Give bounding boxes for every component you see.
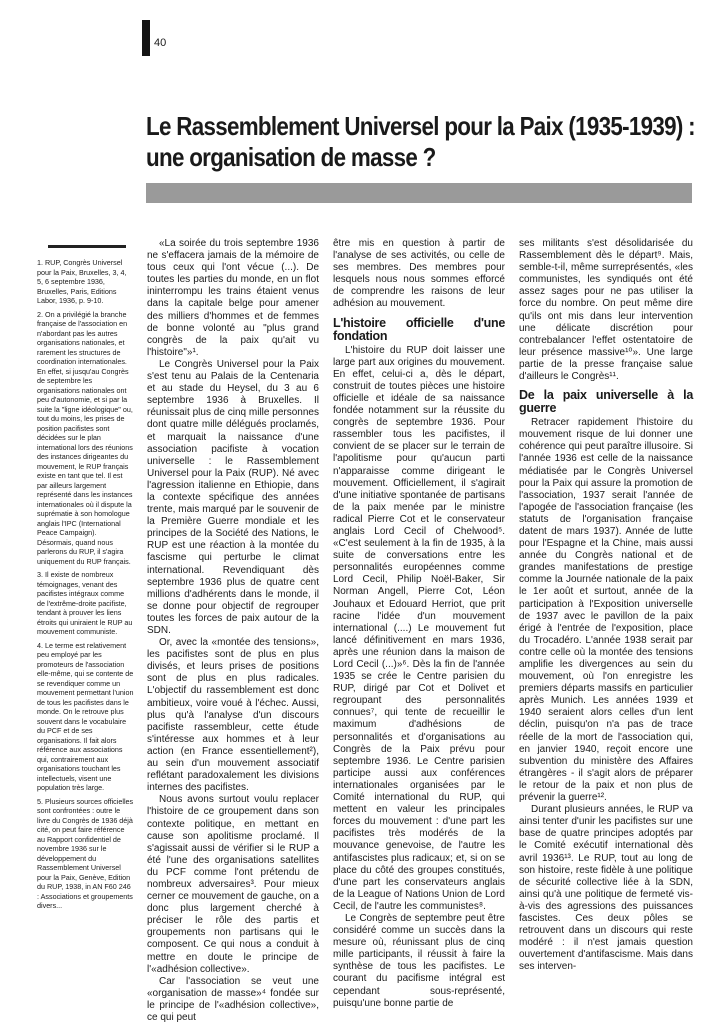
title-band bbox=[146, 183, 692, 203]
paragraph: Or, avec la «montée des tensions», les pacifistes sont de plus en plus divisés, et leurs prises de positions sont de plus en plus radicales. L'objectif du rassemblement est donc ambitieux, voire voué à l'échec. Aussi, plus qu'à l'analyse d'un discours pacifiste rassembleur, cette étude s'intéresse aux hommes et à leur action (en France essentiellement²), au sein d'un mouvement associatif reflétant paradoxalement les divisions internes des pacifistes. bbox=[147, 637, 319, 794]
footnote-rule bbox=[48, 245, 126, 248]
footnote: 3. Il existe de nombreux témoignages, venant des pacifistes intégraux comme de l'extrême-droite pacifiste, tendant à prouver les liens étroits qui uniraient le RUP au mouvement communiste. bbox=[37, 570, 133, 636]
paragraph: L'histoire du RUP doit laisser une large part aux origines du mouvement. En effet, celui-ci a, dès le départ, construit de toutes pièces une histoire officielle et idéale de sa naissance fondée notamment sur la réussite du congrès de septembre 1936. Pour rassembler tous les pacifistes, il convient de se placer sur le terrain de l'apolitisme pour qu'aucun parti n'apparaisse comme dirigeant le mouvement. Officiellement, il s'agirait d'une initiative spontanée de partisans de la paix menée par le ministre radical Pierre Cot et le conservateur anglais Lord Cecil of Chelwood⁵. «C'est seulement à la fin de 1935, à la suite de conversations entre les personnalités européennes comme Lord Cecil, Philip Noël-Baker, Sir Norman Angell, Pierre Cot, Léon Jouhaux et Edouard Herriot, que prit racine l'idée d'un mouvement international (....) Le mouvement fut lancé définitivement en mars 1936, après une réunion dans la maison de Lord Cecil (...)»⁶. Dès la fin de l'année 1935 se crée le Centre parisien du RUP, dirigé par Cot et Dolivet et regroupant des personnalités connues⁷, qui tente de recueillir le maximum d'adhésions de personnalités et d'organisations au Congrès de la Paix prévu pour septembre 1936. Le Centre parisien participe aussi aux conférences internationales organisées par le Comité international du RUP, qui mettent en valeur les principales forces du mouvement : d'une part les pacifistes très modérés de la mouvance genevoise, de l'autre les antifascistes plus radicaux; et, si on se place du côté des groupes constitués, d'une part les conservateurs anglais de la League of Nations Union de Lord Cecil, de l'autre les communistes⁸. bbox=[333, 344, 505, 912]
section-heading: De la paix universelle à la guerre bbox=[519, 388, 693, 416]
paragraph: Le Congrès Universel pour la Paix s'est tenu au Palais de la Centenaria et au stade du Heysel, du 3 au 6 septembre 1936 à Bruxelles. Il réunissait plus de cinq mille personnes dont quatre mille délégués proclamés, et marquait la naissance d'une association pacifiste à vocation universelle : le Rassemblement Universel pour la Paix (RUP). Né avec l'agression italienne en Ethiopie, dans la contexte spécifique des années trente, mais marqué par le souvenir de la Première Guerre mondiale et les principes de la Société des Nations, le RUP est une réaction à la montée du fascisme qui perturbe le climat international. Revendiquant dès septembre 1936 plus de quatre cent millions d'adhérents dans le monde, il se donne pour objectif de regrouper toutes les forces de paix autour de la SDN. bbox=[147, 358, 319, 636]
paragraph: Car l'association se veut une «organisation de masse»⁴ fondée sur le principe de l'«adhésion collective», ce qui peut bbox=[147, 975, 319, 1023]
text-column-1 bbox=[147, 238, 319, 1023]
section-heading: L'histoire officielle d'une fondation bbox=[333, 315, 505, 343]
text-column-2 bbox=[333, 238, 505, 1009]
paragraph: Nous avons surtout voulu replacer l'histoire de ce groupement dans son contexte politique, en mettant en cause son apolitisme proclamé. Il s'agissait aussi de vérifier si le RUP a été l'une des organisations satellites du PCF comme l'ont prétendu de nombreux adversaires³. Pour mieux cerner ce mouvement de gauche, on a donc plus largement cherché à préciser le rôle des partis et groupements non partisans qui le composent. Ce qui nous a conduit à mettre en doute le principe de l'«adhésion collective». bbox=[147, 794, 319, 975]
text-column-3 bbox=[519, 238, 693, 996]
footnote: 2. On a privilégié la branche française de l'association en n'abordant pas les autres organisations nationales, et rarement les structures de coordination internationales. En effet, si jusqu'au Congrès de septembre les organisations nationales ont peu d'autonomie, et si par la suite la "ligne idéologique" ou, tout du moins, les prises de position pacifistes sont décidées sur le plan international lors des réunions des instances dirigeantes du mouvement, le RUP français existe en tant que tel. Il est par ailleurs largement représenté dans les instances internationales où il dispute la suprématie à son homologue anglais l'IPC (International Peace Campaign). Désormais, quand nous parlerons du RUP, il s'agira uniquement du RUP français. bbox=[37, 309, 133, 566]
footnote: 4. Le terme est relativement peu employé par les promoteurs de l'association elle-même, qui se contente de se revendiquer comme un mouvement permettant l'union de tous les pacifistes dans le monde. On le retrouve plus souvent dans le vocabulaire du PCF et de ses organisations. Il fait alors référence aux associations qui, contrairement aux organisations touchant les intellectuels, visent une population très large. bbox=[37, 640, 134, 792]
title-line-1: Le Rassemblement Universel pour la Paix (1935-1939) : bbox=[146, 111, 695, 141]
paragraph: être mis en question à partir de l'analyse de ses activités, ou celle de ses membres. Des membres pour lesquels nous nous sommes efforcé de comprendre les raisons de leur adhésion au mouvement. bbox=[333, 238, 505, 310]
paragraph: «La soirée du trois septembre 1936 ne s'effacera jamais de la mémoire de tous ceux qui l'ont vécue (...). De toutes les parties du monde, en un flot ininterrompu les trains étaient venus dans la capitale belge pour amener des milliers d'hommes et de femmes de bonne volonté au "plus grand congrès de la paix qu'ait vu l'histoire"»¹. bbox=[147, 238, 319, 358]
page-number: 40 bbox=[154, 37, 167, 49]
footnote: 5. Plusieurs sources officielles sont confrontées : outre le livre du Congrès de 1936 déjà cité, on peut faire référence au Rapport confidentiel de novembre 1936 sur le développement du Rassemblement Universel pour la Paix, Genève, Edition du RUP, 1938, in AN F60 246 : Associations et groupements divers... bbox=[37, 796, 134, 910]
page-edge-tab bbox=[142, 20, 150, 56]
footnote: 1. RUP, Congrès Universel pour la Paix, Bruxelles, 3, 4, 5, 6 septembre 1936, Bruxelles, Paris, Editions Labor, 1936, p. 9-10. bbox=[37, 258, 127, 305]
paragraph: Retracer rapidement l'histoire du mouvement risque de lui donner une cohérence qui peut paraître illusoire. Si l'année 1936 est celle de la naissance médiatisée par le Congrès Universel pour la Paix qui assure la promotion de l'association, 1937 serait l'année de l'apogée de l'association française (les statuts de l'organisation française datent de mars 1937). Année de lutte pour l'Espagne et la Chine, mais aussi année du Congrès national et de grandes manifestations de prestige comme la Journée nationale de la paix le 1er août et surtout, année de la participation à l'Exposition universelle de 1937 avec le pavillon de la paix érigé à l'entrée de l'exposition, place du Trocadéro. L'année 1938 serait par contre celle où la montée des tensions amplifie les divergences au sein du mouvement, où l'on enregistre les premiers départs massifs en particulier après Munich. Les années 1939 et 1940 seraient alors celles d'un lent déclin, puisqu'on n'a pas de trace réelle de la mort de l'association qui, en janvier 1940, reçoit encore une subvention du ministère des Affaires étrangères - il s'agit alors de préparer le retour de la paix et non plus de prévenir la guerre¹². bbox=[519, 417, 693, 804]
title-line-2: une organisation de masse ? bbox=[146, 142, 436, 172]
paragraph: ses militants s'est désolidarisée du Rassemblement dès le départ⁹. Mais, semble-t-il, même surreprésentés, «les communistes, les syndiqués ont été assez sages pour ne pas utiliser la force du nombre. On peut même dire qu'ils ont mis dans leur intervention une délicate discrétion pour contrebalancer l'effet ostentatoire de leur présence massive¹⁰». Une large partie de la presse française salue d'ailleurs le Congrès¹¹. bbox=[519, 238, 693, 383]
paragraph: Le Congrès de septembre peut être considéré comme un succès dans la mesure où, réunissant plus de cinq mille participants, il réussit à faire la synthèse de tous les pacifistes. Le courant du pacifisme intégral est cependant sous-représenté, puisqu'une bonne partie de bbox=[333, 912, 505, 1009]
footnotes-column bbox=[37, 258, 134, 998]
paragraph: Durant plusieurs années, le RUP va ainsi tenter d'unir les pacifistes sur une base de quatre principes adoptés par le Comité exécutif international dès avril 1936¹³. Le RUP, tout au long de son histoire, reste fidèle à une politique de sécurité collective liée à la SDN, ainsi qu'à une politique de fermeté vis-à-vis des agressions des puissances fascistes. Ces deux pôles se retrouvent dans un discours qui reste modéré : il n'est jamais question ouvertement d'antifascisme. Mais dans ses interven- bbox=[519, 804, 693, 973]
article-title bbox=[146, 111, 695, 173]
